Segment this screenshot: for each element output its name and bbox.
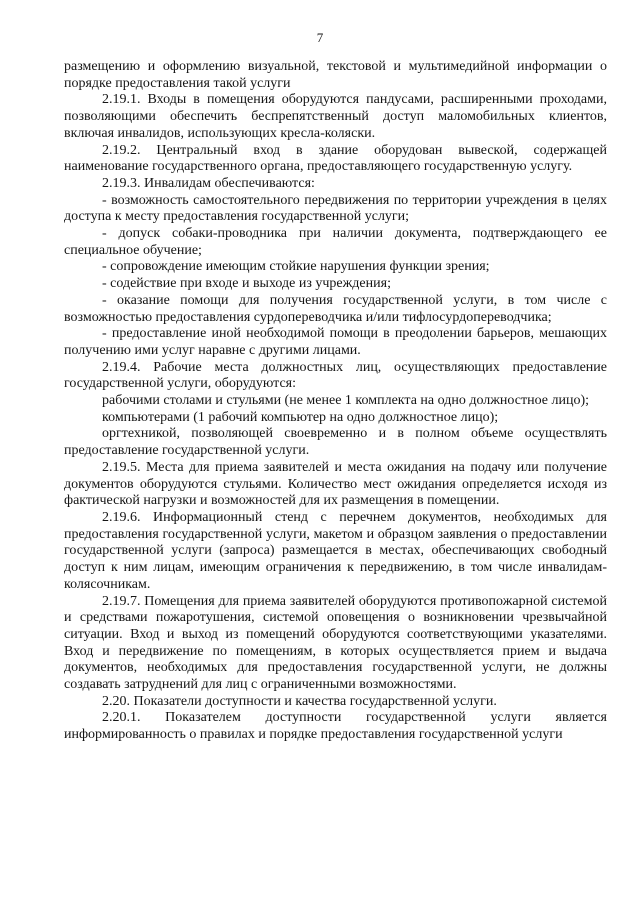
list-item: - возможность самостоятельного передвижения по территории учреждения в целях доступа к месту предоставления государственной услуги; [64, 192, 607, 225]
list-item: - содействие при входе и выходе из учреждения; [102, 276, 391, 292]
list-item: - предоставление иной необходимой помощи в преодолении барьеров, мешающих получению ими услуг наравне с другими лицами. [64, 326, 607, 358]
list-item: - оказание помощи для получения государственной услуги, в том числе с возможностью предоставления сурдопереводчика и/или тифлосурдопереводчика; [64, 292, 607, 325]
paragraph: 2.19.2. Центральный вход в здание оборудован вывеской, содержащей наименование государственного органа, предоставляющего государственную услугу. [64, 142, 607, 175]
paragraph: 2.19.4. Рабочие места должностных лиц, осуществляющих предоставление государственной услуги, оборудуются: [64, 359, 607, 392]
section-heading: 2.20. Показатели доступности и качества государственной услуги. [102, 693, 497, 709]
list-item: компьютерами (1 рабочий компьютер на одно должностное лицо); [102, 409, 499, 425]
list-item: рабочими столами и стульями (не менее 1 комплекта на одно должностное лицо); [102, 393, 590, 409]
paragraph: 2.19.5. Места для приема заявителей и места ожидания на подачу или получение документов оборудуются стульями. Количество мест ожидания определяется исходя из фактической нагрузки и возможностей для их размещения в помещении. [64, 459, 607, 509]
list-item: - сопровождение имеющим стойкие нарушения функции зрения; [102, 259, 490, 275]
paragraph: размещению и оформлению визуальной, текстовой и мультимедийной информации о порядке предоставления такой услуги [64, 59, 607, 91]
document-body [64, 59, 607, 744]
paragraph: 2.19.1. Входы в помещения оборудуются пандусами, расширенными проходами, позволяющими обеспечить беспрепятственный доступ маломобильных клиентов, включая инвалидов, использующих кресла-коляски. [64, 92, 607, 141]
paragraph: 2.20.1. Показателем доступности государственной услуги является информированность о правилах и порядке предоставления государственной услуги [64, 710, 607, 743]
paragraph: 2.19.6. Информационный стенд с перечнем документов, необходимых для предоставления государственной услуги, макетом и образцом заявления о предоставлении государственной услуги (запроса) размещается в местах, обеспечивающих свободный доступ к ним лицам, имеющим ограничения к передвижению, в том числе инвалидам-колясочникам. [64, 509, 607, 592]
page-number: 7 [316, 30, 324, 45]
paragraph: 2.19.3. Инвалидам обеспечиваются: [102, 175, 315, 191]
paragraph: 2.19.7. Помещения для приема заявителей оборудуются противопожарной системой и средствами пожаротушения, системой оповещения о возникновении чрезвычайной ситуации. Вход и выход из помещений оборудуются соответствующими указателями. Вход и передвижение по помещениям, в которых осуществляется прием и выдача документов, необходимых для предоставления государственной услуги, не должны создавать затруднений для лиц с ограниченными возможностями. [64, 593, 607, 693]
list-item: оргтехникой, позволяющей своевременно и в полном объеме осуществлять предоставление государственной услуги. [64, 426, 607, 459]
list-item: - допуск собаки-проводника при наличии документа, подтверждающего ее специальное обучение; [64, 226, 607, 258]
